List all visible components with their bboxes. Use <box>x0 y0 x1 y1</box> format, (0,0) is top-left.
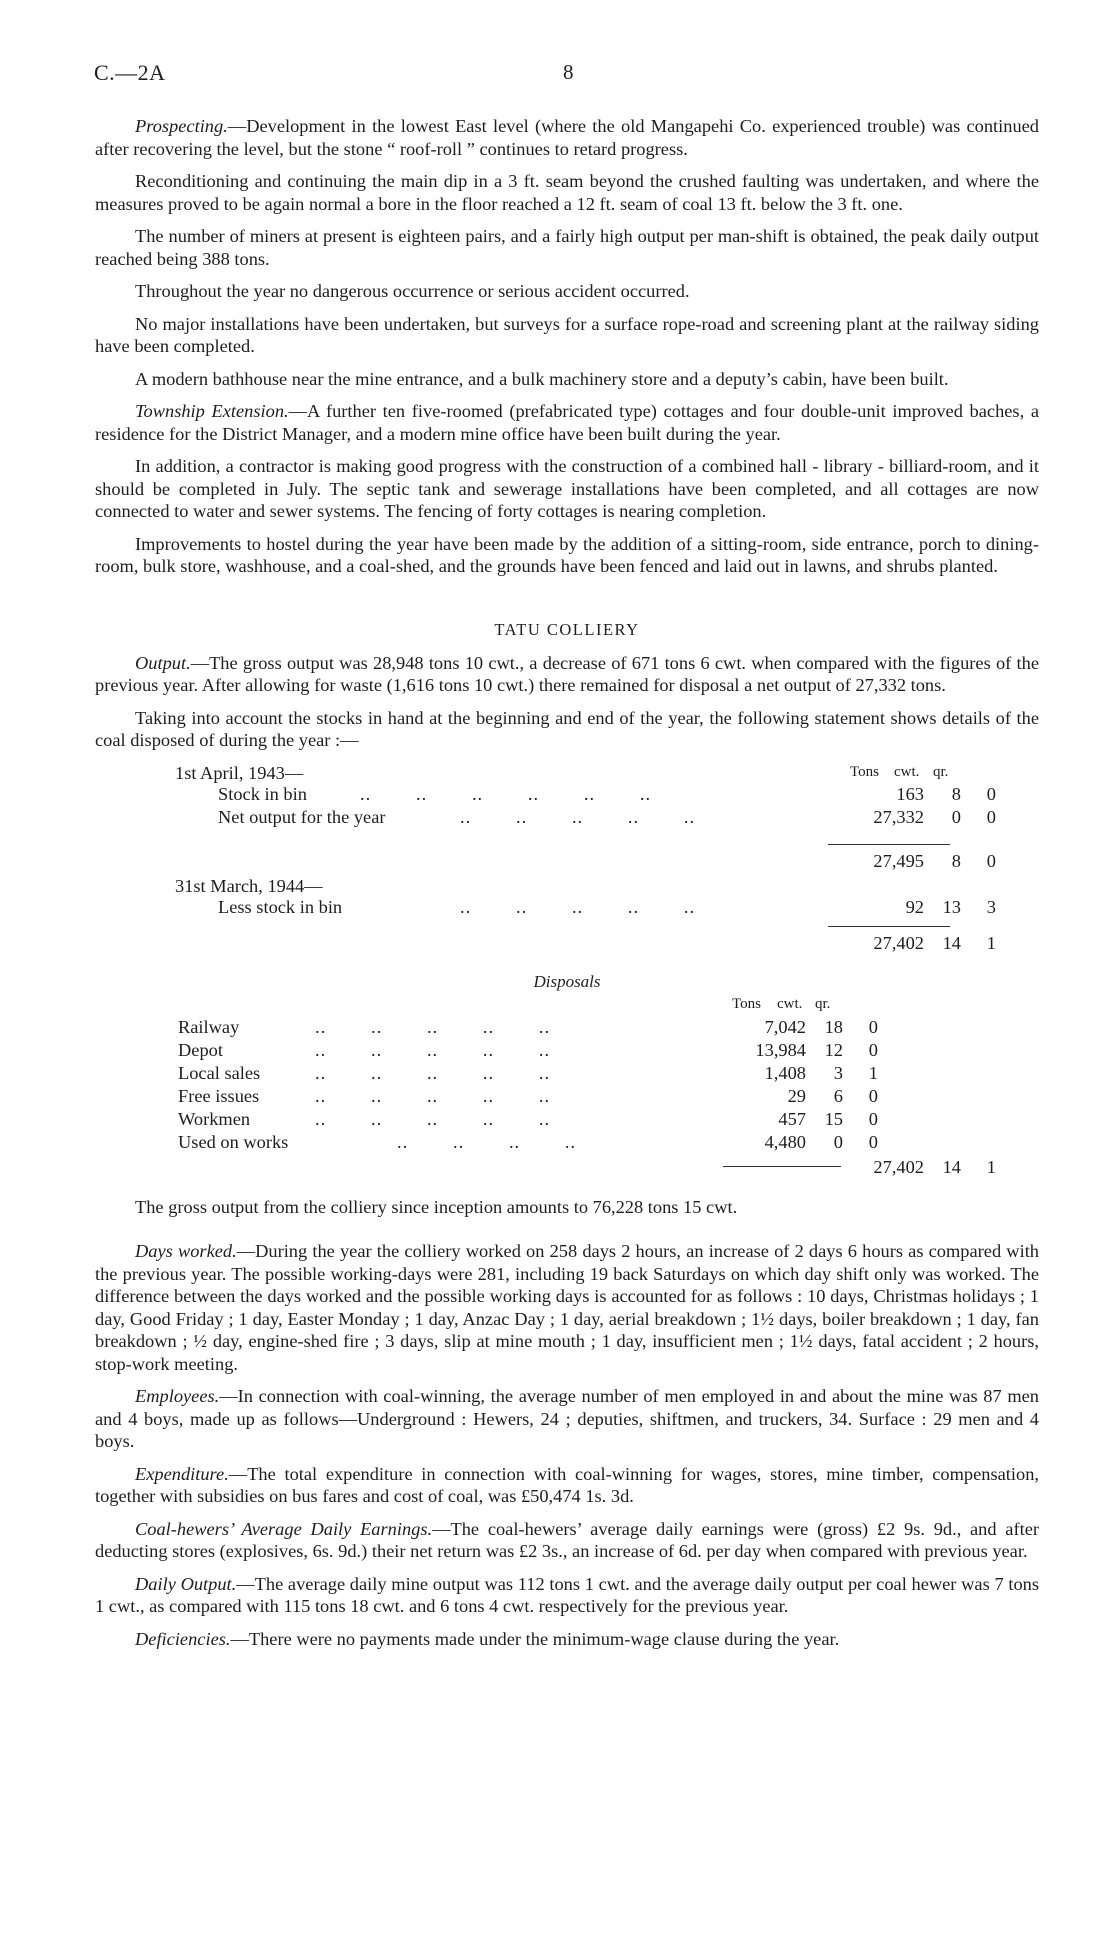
page-content <box>95 115 1039 1660</box>
paragraph-lead: Employees. <box>135 1386 220 1406</box>
value-tons: 457 <box>778 1108 806 1129</box>
paragraph-text: The number of miners at present is eighteen pairs, and a fairly high output per man-shift is obtained, the peak daily output reached being 388 tons. <box>95 226 1039 269</box>
paragraph <box>95 170 1039 215</box>
value-tons: 27,332 <box>873 806 924 827</box>
col-header-qr: qr. <box>933 763 949 780</box>
row-label: Used on works <box>178 1131 289 1152</box>
paragraph-employees <box>95 1385 1039 1453</box>
statement-row <box>95 806 1039 829</box>
value-qr: 0 <box>868 1108 878 1129</box>
row-label: Net output for the year <box>218 806 386 827</box>
statement-date <box>175 762 575 785</box>
date-label: 31st March, 1944— <box>175 875 323 896</box>
total-row <box>95 1156 1039 1179</box>
value-cwt: 14 <box>942 932 961 953</box>
value-cwt: 6 <box>833 1085 843 1106</box>
paragraph-lead: Days worked. <box>135 1241 237 1261</box>
page-identifier: C.—2A <box>94 60 166 85</box>
subtotal-rule <box>828 844 950 845</box>
paragraph-text: In addition, a contractor is making good progress with the construction of a combined hall - library - billiard-room, and it should be completed in July. The septic tank and sewerage installations have been completed, and all cottages are now connected to water and sewer systems. The fencing of forty cottages is nearing completion. <box>95 456 1039 521</box>
value-qr: 0 <box>986 806 996 827</box>
paragraph-text: —The average daily mine output was 112 tons 1 cwt. and the average daily output per coal hewer was 7 tons 1 cwt., as compared with 115 tons 18 cwt. and 6 tons 4 cwt. respectively for the previous year. <box>95 1573 1039 1616</box>
leader-dots: .. .. .. .. .. <box>315 1085 551 1106</box>
value-qr: 0 <box>986 850 996 871</box>
paragraph-text: —The gross output was 28,948 tons 10 cwt., a decrease of 671 tons 6 cwt. when compared with the figures of the previous year. After allowing for waste (1,616 tons 10 cwt.) there remained for disposal a net output of 27,332 tons. <box>95 652 1039 695</box>
paragraph-lead: Township Extension. <box>135 401 289 421</box>
col-header-tons: Tons <box>850 763 879 780</box>
disposal-row <box>95 1016 1039 1039</box>
paragraph-lead: Prospecting. <box>135 116 228 136</box>
paragraph-lead: Deficiencies. <box>135 1628 231 1649</box>
paragraph-text: —The coal-hewers’ average daily earnings were (gross) £2 9s. 9d., and after deducting stores (explosives, 6s. 9d.) their net return was £2 3s., an increase of 6d. per day when compared with previous year. <box>95 1518 1039 1561</box>
paragraph-text: —A further ten five-roomed (prefabricated type) cottages and four double-unit improved baches, a residence for the District Manager, and a modern mine office have been built during the year. <box>95 401 1040 444</box>
statement-row <box>95 783 1039 806</box>
paragraph <box>95 225 1039 270</box>
leader-dots: .. .. .. .. .. <box>315 1108 551 1129</box>
row-label: Stock in bin <box>218 783 307 804</box>
value-tons: 27,402 <box>873 932 924 953</box>
value-cwt: 0 <box>951 806 961 827</box>
paragraph-output <box>95 652 1039 697</box>
paragraph-days-worked <box>95 1240 1039 1375</box>
value-tons: 27,402 <box>873 1156 924 1177</box>
paragraph-text: Reconditioning and continuing the main dip in a 3 ft. seam beyond the crushed faulting was undertaken, and where the measures proved to be again normal a bore in the floor reached a 12 ft. seam of coal 13 ft. below the 3 ft. one. <box>95 171 1039 214</box>
row-label: Workmen <box>178 1108 251 1129</box>
statement-date <box>175 875 575 898</box>
value-qr: 3 <box>986 896 996 917</box>
section-prospecting <box>95 115 1039 578</box>
section-heading: TATU COLLIERY <box>494 619 640 639</box>
paragraph-text: —Development in the lowest East level (where the old Mangapehi Co. experienced trouble) was continued after recovering the level, but the stone “ roof-roll ” continues to retard progress. <box>95 116 1039 159</box>
date-label: 1st April, 1943— <box>175 762 304 783</box>
value-qr: 0 <box>986 783 996 804</box>
row-label: Free issues <box>178 1085 260 1106</box>
disposal-row <box>95 1108 1039 1131</box>
value-cwt: 13 <box>942 896 961 917</box>
paragraph-earnings <box>95 1518 1039 1563</box>
page-number: 8 <box>563 60 574 84</box>
disposals-table <box>95 996 1039 1168</box>
total-row <box>95 932 1039 955</box>
paragraph <box>95 115 1039 160</box>
value-tons: 29 <box>787 1085 806 1106</box>
paragraph <box>95 400 1039 445</box>
value-tons: 163 <box>896 783 924 804</box>
disposal-row <box>95 1039 1039 1062</box>
value-qr: 1 <box>986 1156 996 1177</box>
paragraph <box>95 533 1039 578</box>
value-tons: 7,042 <box>764 1016 806 1037</box>
paragraph-lead: Coal-hewers’ Average Daily Earnings. <box>135 1518 433 1539</box>
paragraph-deficiencies <box>95 1628 1039 1651</box>
disposal-row <box>95 1085 1039 1108</box>
value-cwt: 12 <box>824 1039 843 1060</box>
leader-dots: .. .. .. .. .. <box>315 1062 551 1083</box>
leader-dots: .. .. .. .. .. <box>460 806 696 827</box>
leader-dots: .. .. .. .. .. <box>315 1016 551 1037</box>
statement-row <box>95 896 1039 919</box>
disposals-title: Disposals <box>533 971 601 991</box>
value-qr: 0 <box>868 1016 878 1037</box>
paragraph <box>95 280 1039 303</box>
leader-dots: .. .. .. .. .. .. <box>360 783 652 804</box>
paragraph-text: No major installations have been undertaken, but surveys for a surface rope-road and screening plant at the railway siding have been completed. <box>95 313 1039 356</box>
leader-dots: .. .. .. .. .. <box>315 1039 551 1060</box>
col-header-tons: Tons <box>732 995 761 1012</box>
paragraph-text: —The total expenditure in connection with coal-winning for wages, stores, mine timber, compensation, together with subsidies on bus fares and cost of coal, was £50,474 1s. 3d. <box>95 1463 1039 1506</box>
paragraph-text: Improvements to hostel during the year have been made by the addition of a sitting-room, side entrance, porch to dining-room, bulk store, washhouse, and a coal-shed, and the grounds have been fenced and laid out in lawns, and shrubs planted. <box>95 533 1039 576</box>
paragraph-gross-output-since: The gross output from the colliery since inception amounts to 76,228 tons 15 cwt. <box>135 1196 738 1217</box>
paragraph-text: A modern bathhouse near the mine entrance, and a bulk machinery store and a deputy’s cabin, have been built. <box>135 368 949 389</box>
value-tons: 1,408 <box>764 1062 806 1083</box>
stock-statement <box>95 762 1039 958</box>
paragraph-lead: Daily Output. <box>135 1573 237 1594</box>
row-label: Less stock in bin <box>218 896 343 917</box>
value-cwt: 15 <box>824 1108 843 1129</box>
col-header-cwt: cwt. <box>894 763 920 780</box>
row-label: Local sales <box>178 1062 261 1083</box>
subtotal-row <box>95 850 1039 873</box>
paragraph-text: Throughout the year no dangerous occurrence or serious accident occurred. <box>135 281 690 301</box>
col-header-qr: qr. <box>815 995 831 1012</box>
leader-dots: .. .. .. .. .. <box>460 896 696 917</box>
disposals-total <box>95 1156 1039 1190</box>
value-tons: 4,480 <box>764 1131 806 1152</box>
paragraph-lead: Expenditure. <box>135 1463 229 1484</box>
value-cwt: 3 <box>833 1062 843 1083</box>
value-cwt: 14 <box>942 1156 961 1177</box>
value-qr: 0 <box>868 1131 878 1152</box>
paragraph-expenditure <box>95 1463 1039 1508</box>
total-rule <box>828 926 950 927</box>
paragraph-stock-intro: Taking into account the stocks in hand at the beginning and end of the year, the following statement shows details of the coal disposed of during the year :— <box>95 707 1039 750</box>
value-cwt: 8 <box>951 850 961 871</box>
paragraph-text: —In connection with coal-winning, the average number of men employed in and about the mine was 87 men and 4 boys, made up as follows—Underground : Hewers, 24 ; deputies, shiftmen, and truckers, 34. Surface : 29 men and 4 boys. <box>95 1386 1039 1451</box>
paragraph-lead: Output. <box>135 652 191 673</box>
value-cwt: 8 <box>951 783 961 804</box>
value-tons: 27,495 <box>873 850 924 871</box>
value-qr: 0 <box>868 1039 878 1060</box>
paragraph-text: —There were no payments made under the minimum-wage clause during the year. <box>230 1628 840 1649</box>
leader-dots: .. .. .. .. <box>397 1131 577 1152</box>
col-header-cwt: cwt. <box>777 995 803 1012</box>
row-label: Railway <box>178 1016 240 1037</box>
value-tons: 13,984 <box>755 1039 806 1060</box>
value-cwt: 18 <box>824 1016 843 1037</box>
value-cwt: 0 <box>833 1131 843 1152</box>
disposal-row <box>95 1062 1039 1085</box>
paragraph-text: —During the year the colliery worked on 258 days 2 hours, an increase of 2 days 6 hours as compared with the previous year. The possible working-days were 281, including 19 back Saturdays on which day shift only was worked. The difference between the days worked and the possible working days is accounted for as follows : 10 days, Christmas holidays ; 1 day, Good Friday ; 1 day, Easter Monday ; 1 day, Anzac Day ; 1 day, aerial breakdown ; 1½ days, boiler breakdown ; 1 day, fan breakdown ; ½ day, engine-shed fire ; 3 days, slip at mine mouth ; 1 day, insufficient men ; 1½ days, fatal accident ; 2 hours, stop-work meeting. <box>95 1241 1040 1374</box>
paragraph <box>95 368 1039 391</box>
value-qr: 1 <box>868 1062 878 1083</box>
value-qr: 1 <box>986 932 996 953</box>
value-qr: 0 <box>868 1085 878 1106</box>
row-label: Depot <box>178 1039 223 1060</box>
disposal-row <box>95 1131 1039 1154</box>
paragraph <box>95 455 1039 523</box>
paragraph <box>95 313 1039 358</box>
paragraph-daily-output <box>95 1573 1039 1618</box>
value-tons: 92 <box>905 896 924 917</box>
